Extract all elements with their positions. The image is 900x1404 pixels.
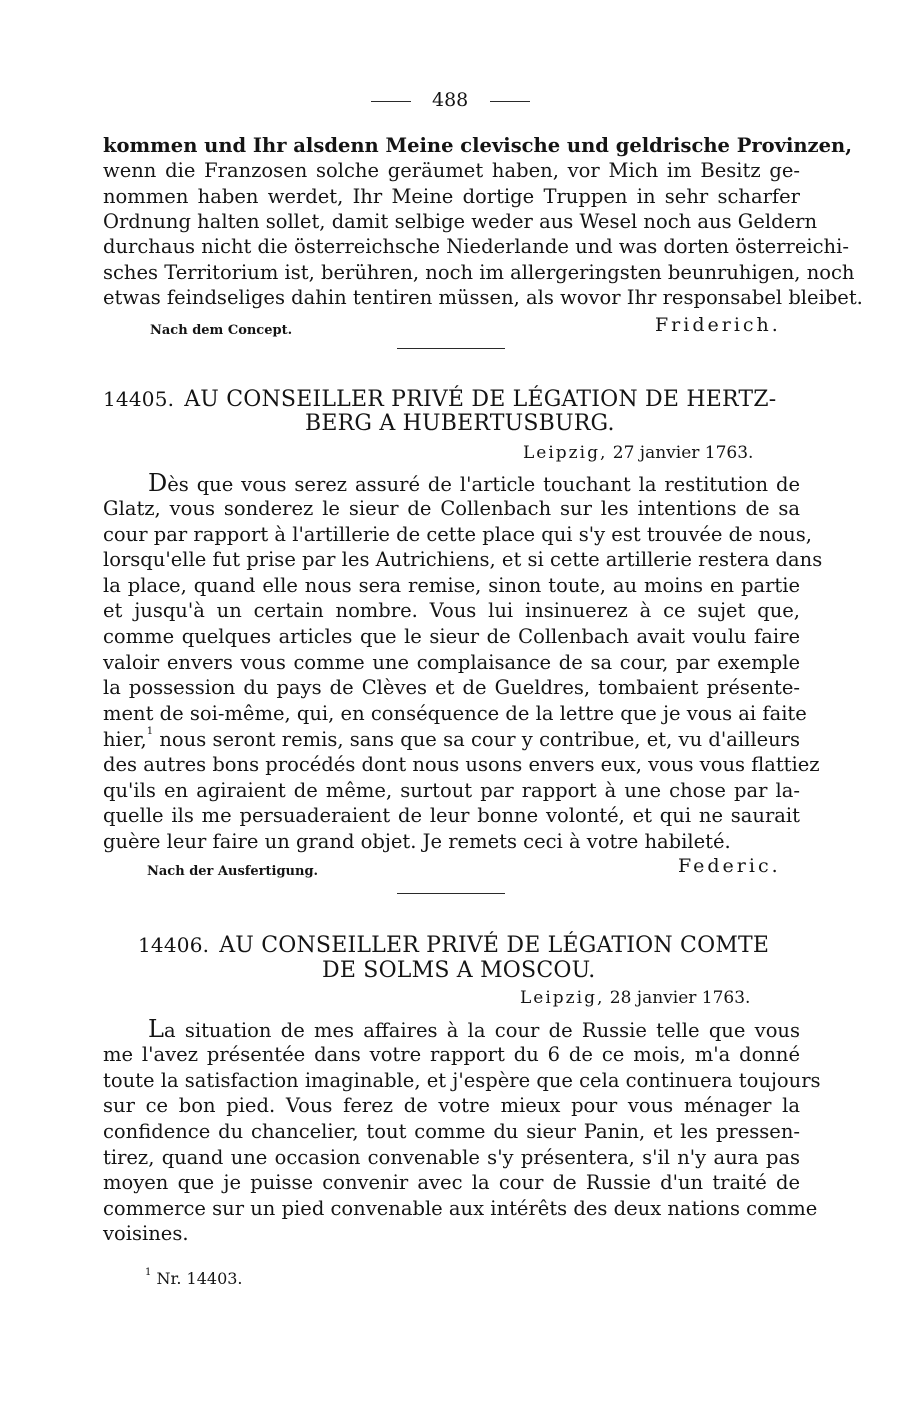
initial-letter: D [148,469,168,497]
first-line-rest: ès que vous serez assuré de l'article touchant la restitution de [167,473,800,496]
body-line: la possession du pays de Clèves et de Gueldres, tombaient présente- [103,676,800,699]
letter-date [520,988,750,1008]
body-line: qu'ils en agiraient de même, surtout par rapport à une chose par la- [103,779,800,802]
body-line: quelle ils me persuaderaient de leur bonne volonté, et qui ne saurait [103,804,800,827]
letter-number: 14406. [138,933,210,957]
body-line: kommen und Ihr alsdenn Meine clevische und geldrische Provinzen, [103,134,852,157]
footnote-reference[interactable]: 1 [146,726,154,737]
letter-number: 14405. [103,387,175,411]
body-line: durchaus nicht die österreichsche Niederlande und was dorten österreichi- [103,235,849,258]
section-divider [397,348,505,349]
body-line: Glatz, vous sonderez le sieur de Collenbach sur les intentions de sa [103,497,800,520]
body-line: me l'avez présentée dans votre rapport du 6 de ce mois, m'a donné [103,1043,800,1066]
heading-line-1: AU CONSEILLER PRIVÉ DE LÉGATION DE HERTZ- [184,387,777,412]
body-line: la place, quand elle nous sera remise, sinon toute, au moins en partie [103,574,800,597]
body-line: sches Territorium ist, berühren, noch im allergeringsten beunruhigen, noch [103,261,855,284]
body-line: des autres bons procédés dont nous usons envers eux, vous vous flattiez [103,753,820,776]
heading-line-1: AU CONSEILLER PRIVÉ DE LÉGATION COMTE [219,933,770,958]
body-line: etwas feindseliges dahin tentiren müssen, als wovor Ihr responsabel bleibet. [103,286,863,309]
body-line-first [103,1016,800,1044]
body-line-first [103,470,800,498]
body-line: lorsqu'elle fut prise par les Autrichiens, et si cette artillerie restera dans [103,548,823,571]
section-divider [397,893,505,894]
body-line: ment de soi-même, qui, en conséquence de la lettre que je vous ai faite [103,702,807,725]
letter-date [523,443,753,463]
line-rest: nous seront remis, sans que sa cour y contribue, et, vu d'ailleurs [159,728,801,751]
body-line-footnote-ref [103,727,800,753]
signature: Friderich. [655,314,781,336]
body-line: comme quelques articles que le sieur de Collenbach avait voulu faire [103,625,800,648]
body-line: moyen que je puisse convenir avec la cour de Russie d'un traité de [103,1171,800,1194]
body-line: guère leur faire un grand objet. Je remets ceci à votre habileté. [103,830,731,853]
header-dash-right [490,101,530,102]
body-line: cour par rapport à l'artillerie de cette place qui s'y est trouvée de nous, [103,523,812,546]
date-value: 27 janvier 1763. [612,443,754,463]
date-place: Leipzig, [523,443,608,463]
header-dash-left [371,101,411,102]
date-place: Leipzig, [520,988,605,1008]
heading-line-2: BERG A HUBERTUSBURG. [305,411,615,436]
body-line: Ordnung halten sollet, damit selbige weder aus Wesel noch aus Geldern [103,210,818,233]
footnote-text: Nr. 14403. [156,1269,243,1288]
heading-line-2: DE SOLMS A MOSCOU. [322,958,596,983]
signature: Federic. [678,855,781,877]
body-line: sur ce bon pied. Vous ferez de votre mieux pour vous ménager la [103,1094,800,1117]
body-line: tirez, quand une occasion convenable s'y présentera, s'il n'y aura pas [103,1146,800,1169]
footnote-marker: 1 [145,1267,152,1278]
body-line: toute la satisfaction imaginable, et j'espère que cela continuera toujours [103,1069,821,1092]
source-note: Nach dem Concept. [150,323,293,338]
line-start: hier, [103,728,147,751]
body-line: confidence du chancelier, tout comme du sieur Panin, et les pressen- [103,1120,800,1143]
letter-heading [138,932,769,959]
letter-heading [103,386,776,413]
source-note: Nach der Ausfertigung. [147,864,319,879]
first-line-rest: a situation de mes affaires à la cour de Russie telle que vous [163,1019,800,1042]
initial-letter: L [148,1015,164,1043]
body-line: wenn die Franzosen solche geräumet haben, vor Mich im Besitz ge- [103,159,800,182]
body-line: commerce sur un pied convenable aux intérêts des deux nations comme [103,1197,818,1220]
body-line: valoir envers vous comme une complaisance de sa cour, par exemple [103,651,800,674]
date-value: 28 janvier 1763. [609,988,751,1008]
body-line: et jusqu'à un certain nombre. Vous lui insinuerez à ce sujet que, [103,599,800,622]
body-line: nommen haben werdet, Ihr Meine dortige Truppen in sehr scharfer [103,185,800,208]
footnote [145,1268,243,1290]
page-number: 488 [432,89,469,111]
body-line: voisines. [103,1222,189,1245]
